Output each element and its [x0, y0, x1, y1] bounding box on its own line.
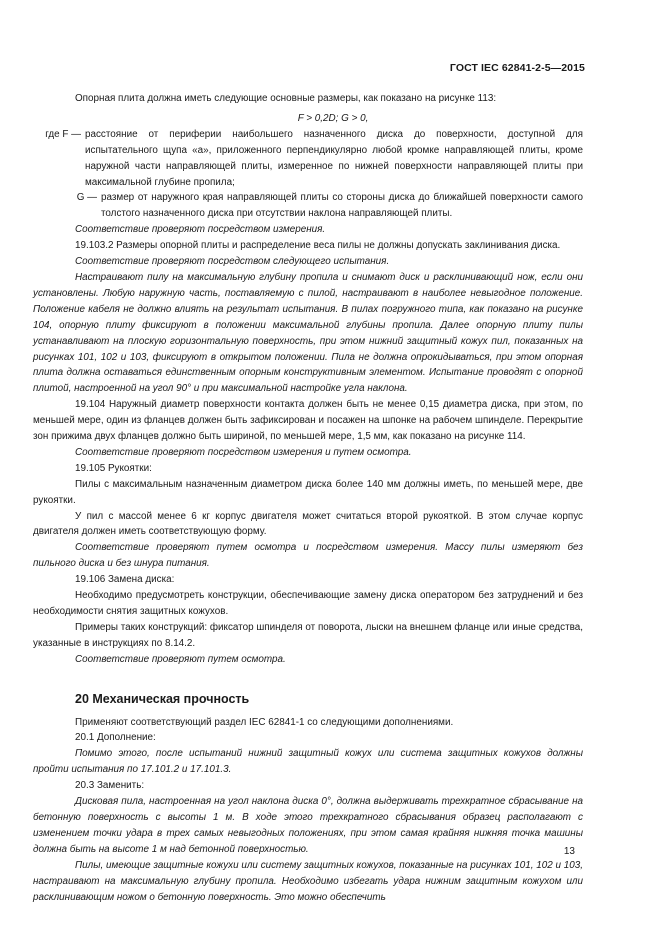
formula: F > 0,2D; G > 0, [297, 112, 369, 124]
paragraph: Примеры таких конструкций: фиксатор шпинделя от поворота, лыски на внешнем фланце или иные средства, указанные в инструкциях по 8.14.2. [33, 621, 583, 649]
paragraph: 20.3 Заменить: [75, 780, 145, 792]
definition-text: расстояние от периферии наибольшего назначенного диска до поверхности, доступной для испытательного щупа «a», приложенного перпендикулярно любой кромке направляющей плиты, кроме наружной части направляющей плиты, измеренное по нижней поверхности направляющей плиты при максимальной глубине пропила; [85, 128, 583, 188]
section-title: 20 Механическая прочность [75, 691, 250, 706]
definition-term: G — [76, 192, 97, 204]
standard-header: ГОСТ IEC 62841-2-5—2015 [449, 62, 585, 74]
paragraph: Соответствие проверяют посредством измерения. [75, 224, 326, 236]
paragraph: Пилы, имеющие защитные кожухи или систему защитных кожухов, показанные на рисунках 101, 102 и 103, настраивают на максимальную глубину пропила. Необходимо избегать удара нижним защитным кожухом или расклинивающим ножом о бетонную поверхность. Это можно обеспечить [33, 859, 583, 903]
definition-g [33, 190, 583, 222]
paragraph: Соответствие проверяют посредством измерения и путем осмотра. [75, 446, 412, 458]
paragraph: 20.1 Дополнение: [75, 732, 156, 744]
paragraph: Соответствие проверяют посредством следующего испытания. [75, 256, 390, 268]
paragraph: Применяют соответствующий раздел IEC 62841-1 со следующими дополнениями. [75, 716, 454, 728]
paragraph: Соответствие проверяют путем осмотра и посредством измерения. Массу пилы измеряют без пильного диска и без шнура питания. [33, 542, 583, 570]
paragraph: Соответствие проверяют путем осмотра. [75, 653, 286, 665]
paragraph: Необходимо предусмотреть конструкции, обеспечивающие замену диска оператором без затруднений и без необходимости снятия защитных кожухов. [33, 590, 583, 617]
paragraph: Помимо этого, после испытаний нижний защитный кожух или система защитных кожухов должны пройти испытания по 17.101.2 и 17.101.3. [33, 748, 583, 776]
paragraph: Настраивают пилу на максимальную глубину пропила и снимают диск и расклинивающий нож, если они установлены. Любую наружную часть, поставляемую с пилой, настраивают в наиболее невыгодное положение. Положение кабеля не должно влиять на результат испытания. В пилах погружного типа, как показано на рисунке 104, опорную плиту фиксируют в положении максимальной глубины пропила. Далее опорную плиту пилы устанавливают на плоскую горизонтальную поверхность, при этом нижний защитный кожух пил, показанных на рисунках 101, 102 и 103, фиксируют в открытом положении. Пила не должна опрокидываться, при этом опорная плита должна оставаться единственным опорным конструктивным элементом. Испытание проводят с опорной плитой, настроенной на угол 90° и при максимальной настройке угла наклона. [33, 271, 583, 395]
paragraph: Пилы с максимальным назначенным диаметром диска более 140 мм должны иметь, по меньшей мере, две рукоятки. [33, 478, 583, 506]
definition-term: где F — [45, 128, 81, 140]
definition-f [33, 127, 583, 191]
definition-text: размер от наружного края направляющей плиты со стороны диска до ближайшей поверхности самого толстого назначенного диска при отсутствии наклона направляющей плиты. [101, 192, 583, 220]
paragraph: У пил с массой менее 6 кг корпус двигателя может считаться второй рукояткой. В этом случае корпус двигателя должен иметь соответствующую форму. [33, 510, 583, 538]
paragraph: 19.105 Рукоятки: [75, 462, 152, 474]
paragraph: 19.106 Замена диска: [75, 574, 175, 586]
paragraph: 19.104 Наружный диаметр поверхности контакта должен быть не менее 0,15 диаметра диска, при этом, по меньшей мере, один из фланцев должен быть зафиксирован и посажен на шпонке на рабочем шпинделе. Перекрытие зон прижима двух фланцев должно быть шириной, по меньшей мере, 1,5 мм, как показано на рисунке 114. [33, 399, 583, 443]
page-number: 13 [563, 846, 575, 857]
paragraph: Опорная плита должна иметь следующие основные размеры, как показано на рисунке 113: [75, 93, 497, 104]
document-body [33, 91, 583, 905]
paragraph: Дисковая пила, настроенная на угол наклона диска 0°, должна выдерживать трехкратное сбрасывание на бетонную поверхность с высоты 1 м. В ходе этого трехкратного сбрасывания образец располагают с изменением точки удара в трех самых невыгодных положениях, при этом самая крайняя нижняя точка машины должна быть на высоте 1 м над бетонной поверхностью. [33, 796, 583, 855]
paragraph: 19.103.2 Размеры опорной плиты и распределение веса пилы не должны допускать заклинивания диска. [75, 240, 561, 252]
